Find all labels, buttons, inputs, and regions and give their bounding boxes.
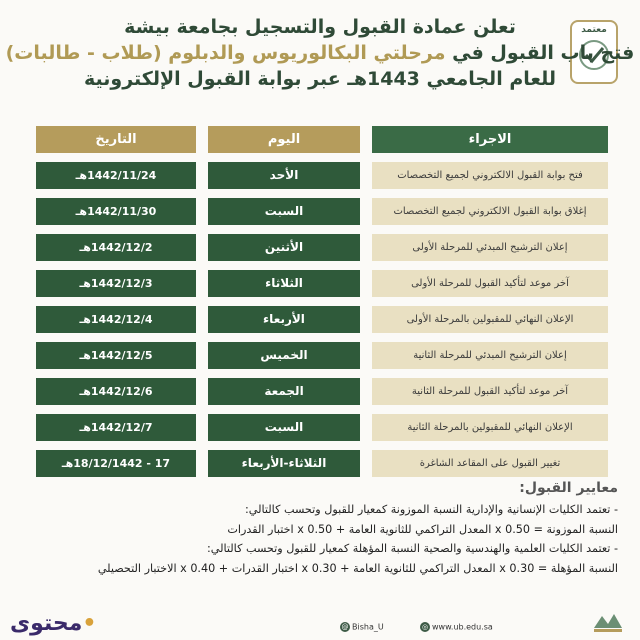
row-day: الأثنين bbox=[208, 234, 360, 261]
footer bbox=[0, 606, 640, 640]
social-text: Bisha_U bbox=[352, 622, 384, 632]
header-date: التاريخ bbox=[36, 126, 196, 153]
row-action: آخر موعد لتأكيد القبول للمرحلة الثانية bbox=[372, 378, 608, 405]
row-day: الأحد bbox=[208, 162, 360, 189]
row-date: 1442/12/4هـ bbox=[36, 306, 196, 333]
table-row bbox=[36, 378, 608, 405]
table-row bbox=[36, 198, 608, 225]
row-day: الخميس bbox=[208, 342, 360, 369]
row-action: آخر موعد لتأكيد القبول للمرحلة الأولى bbox=[372, 270, 608, 297]
brand-dot-icon: • bbox=[82, 611, 97, 636]
table-row bbox=[36, 306, 608, 333]
row-day: السبت bbox=[208, 198, 360, 225]
website-link[interactable] bbox=[420, 622, 493, 632]
row-action: الإعلان النهائي للمقبولين بالمرحلة الثانية bbox=[372, 414, 608, 441]
table-row bbox=[36, 270, 608, 297]
row-action: فتح بوابة القبول الالكتروني لجميع التخصصات bbox=[372, 162, 608, 189]
row-action: إعلان الترشيح المبدئي للمرحلة الأولى bbox=[372, 234, 608, 261]
social-handle[interactable] bbox=[340, 622, 384, 632]
website-text: www.ub.edu.sa bbox=[432, 622, 493, 632]
row-day: الثلاثاء-الأربعاء bbox=[208, 450, 360, 477]
admission-criteria bbox=[20, 480, 618, 578]
table-row bbox=[36, 450, 608, 477]
row-day: الجمعة bbox=[208, 378, 360, 405]
globe-icon: ◎ bbox=[421, 623, 429, 631]
row-date: 1442/12/7هـ bbox=[36, 414, 196, 441]
admission-schedule-table bbox=[36, 126, 608, 486]
table-row bbox=[36, 162, 608, 189]
row-action: إعلان الترشيح المبدئي للمرحلة الثانية bbox=[372, 342, 608, 369]
table-row bbox=[36, 342, 608, 369]
header-line-3: للعام الجامعي 1443هـ عبر بوابة القبول الإلكترونية bbox=[84, 68, 556, 90]
criteria-title: معايير القبول: bbox=[519, 480, 618, 496]
header-action: الاجراء bbox=[372, 126, 608, 153]
table-row bbox=[36, 234, 608, 261]
header-line-2-part1: فتح باب القبول في bbox=[445, 42, 635, 64]
social-icon: @ bbox=[341, 623, 349, 631]
brand-logo[interactable] bbox=[10, 611, 96, 636]
university-logo-icon bbox=[590, 612, 626, 634]
row-day: الأربعاء bbox=[208, 306, 360, 333]
badge-label: معتمد bbox=[581, 25, 607, 35]
criteria-line: - تعتمد الكليات الإنسانية والإدارية النسبة الموزونة كمعيار للقبول وتحسب كالتالي: bbox=[244, 503, 618, 516]
criteria-line: النسبة الموزونة = 0.50 x المعدل التراكمي للثانوية العامة + 0.50 x اختبار القدرات bbox=[227, 522, 618, 536]
row-date: 1442/12/3هـ bbox=[36, 270, 196, 297]
brand-text: محتوى bbox=[10, 611, 83, 636]
header-line-2-part2: مرحلتي البكالوريوس والدبلوم (طلاب - طالبات) bbox=[5, 42, 446, 64]
header-line-2 bbox=[0, 40, 640, 66]
row-date: 1442/12/6هـ bbox=[36, 378, 196, 405]
row-action: تغيير القبول على المقاعد الشاغرة bbox=[372, 450, 608, 477]
row-action: الإعلان النهائي للمقبولين بالمرحلة الأولى bbox=[372, 306, 608, 333]
criteria-line: - تعتمد الكليات العلمية والهندسية والصحية النسبة المؤهلة كمعيار للقبول وتحسب كالتالي: bbox=[206, 542, 618, 555]
row-date: 1442/12/5هـ bbox=[36, 342, 196, 369]
row-date: 17 - 18/12/1442هـ bbox=[36, 450, 196, 477]
row-day: السبت bbox=[208, 414, 360, 441]
criteria-line: النسبة المؤهلة = 0.30 x المعدل التراكمي للثانوية العامة + 0.30 x اختبار القدرات + 0.40 x الاختبار التحصيلي bbox=[97, 561, 618, 575]
row-day: الثلاثاء bbox=[208, 270, 360, 297]
header-day: اليوم bbox=[208, 126, 360, 153]
table-header-row bbox=[36, 126, 608, 153]
table-row bbox=[36, 414, 608, 441]
row-date: 1442/11/30هـ bbox=[36, 198, 196, 225]
header-line-1: تعلن عمادة القبول والتسجيل بجامعة بيشة bbox=[124, 16, 516, 38]
row-action: إغلاق بوابة القبول الالكتروني لجميع التخصصات bbox=[372, 198, 608, 225]
row-date: 1442/12/2هـ bbox=[36, 234, 196, 261]
row-date: 1442/11/24هـ bbox=[36, 162, 196, 189]
announcement-header bbox=[0, 14, 640, 92]
